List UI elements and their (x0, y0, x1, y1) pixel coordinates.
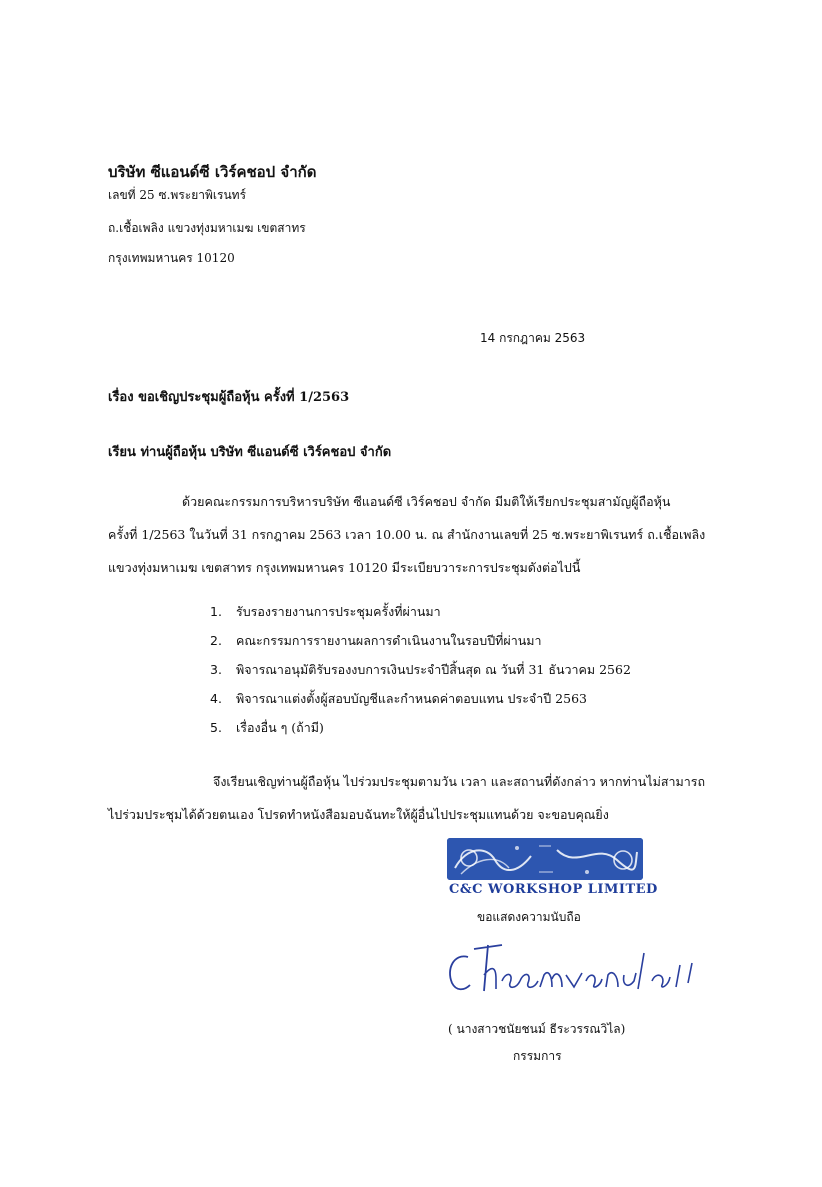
agenda-text: พิจารณาอนุมัติรับรองงบการเงินประจำปีสิ้นสุด ณ วันที่ 31 ธันวาคม 2562 (236, 662, 631, 677)
salutation-line: เรียน ท่านผู้ถือหุ้น บริษัท ซีแอนด์ซี เวิร์คชอป จำกัด (108, 445, 392, 460)
para2-line1: จึงเรียนเชิญท่านผู้ถือหุ้น ไปร่วมประชุมตามวัน เวลา และสถานที่ดังกล่าว หากท่านไม่สามารถ (213, 774, 706, 789)
signer-name: ( นางสาวชนัยชนม์ ธีระวรรณวิไล) (448, 1022, 626, 1036)
company-stamp (447, 838, 658, 900)
agenda-number: 2. (210, 633, 222, 648)
agenda-item (210, 626, 631, 655)
agenda-item (210, 684, 631, 713)
agenda-number: 3. (210, 662, 222, 677)
stamp-company-name: C&C WORKSHOP LIMITED (449, 882, 658, 897)
closing-regards: ขอแสดงความนับถือ (477, 910, 581, 924)
para2-line2: ไปร่วมประชุมได้ด้วยตนเอง โปรดทำหนังสือมอบฉันทะให้ผู้อื่นไปประชุมแทนด้วย จะขอบคุณยิ่ง (108, 807, 609, 822)
stamp-swirl-icon (447, 838, 643, 880)
agenda-item (210, 713, 631, 742)
para1-line1: ด้วยคณะกรรมการบริหารบริษัท ซีแอนด์ซี เวิร์คชอป จำกัด มีมติให้เรียกประชุมสามัญผู้ถือหุ้น (182, 494, 671, 509)
stamp-seal-graphic (447, 838, 643, 880)
address-line-3: กรุงเทพมหานคร 10120 (108, 251, 235, 265)
letter-date: 14 กรกฎาคม 2563 (480, 331, 586, 345)
agenda-item (210, 655, 631, 684)
agenda-text: พิจารณาแต่งตั้งผู้สอบบัญชีและกำหนดค่าตอบแทน ประจำปี 2563 (236, 691, 587, 706)
agenda-text: รับรองรายงานการประชุมครั้งที่ผ่านมา (236, 604, 441, 619)
signer-position: กรรมการ (513, 1049, 562, 1063)
body-paragraph-1 (108, 485, 706, 584)
subject-line: เรื่อง ขอเชิญประชุมผู้ถือหุ้น ครั้งที่ 1/2563 (108, 390, 350, 405)
para1-line2: ครั้งที่ 1/2563 ในวันที่ 31 กรกฎาคม 2563 เวลา 10.00 น. ณ สำนักงานเลขที่ 25 ซ.พระยาพิเรนทร์ ถ.เชื้อเพลิง (108, 527, 706, 542)
address-line-2: ถ.เชื้อเพลิง แขวงทุ่งมหาเมฆ เขตสาทร (108, 221, 306, 235)
agenda-item (210, 597, 631, 626)
agenda-text: คณะกรรมการรายงานผลการดำเนินงานในรอบปีที่ผ่านมา (236, 633, 542, 648)
agenda-text: เรื่องอื่น ๆ (ถ้ามี) (236, 720, 324, 735)
address-line-1: เลขที่ 25 ซ.พระยาพิเรนทร์ (108, 188, 247, 202)
signature-icon (440, 935, 710, 1005)
agenda-number: 4. (210, 691, 222, 706)
body-paragraph-2 (108, 765, 706, 831)
agenda-list (210, 597, 631, 742)
para1-line3: แขวงทุ่งมหาเมฆ เขตสาทร กรุงเทพมหานคร 10120 มีระเบียบวาระการประชุมดังต่อไปนี้ (108, 560, 581, 575)
handwritten-signature (440, 935, 710, 1005)
agenda-number: 5. (210, 720, 222, 735)
agenda-number: 1. (210, 604, 222, 619)
company-name: บริษัท ซีแอนด์ซี เวิร์คชอป จำกัด (108, 163, 317, 181)
